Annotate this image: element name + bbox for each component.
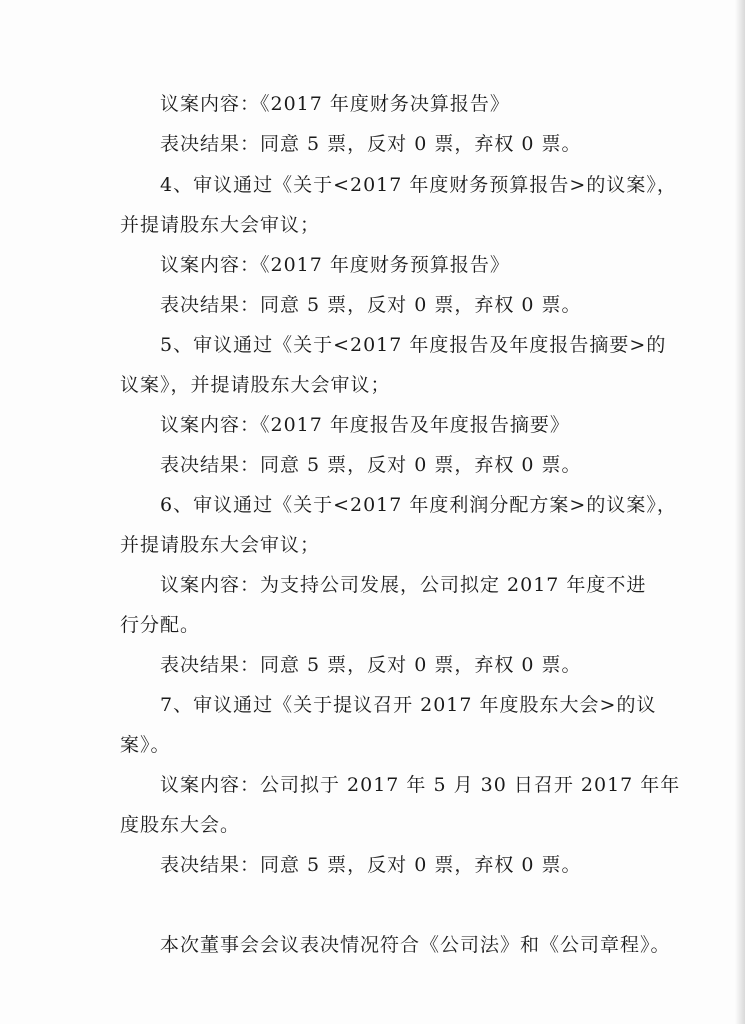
motion5-result-line: 表决结果：同意 5 票，反对 0 票，弃权 0 票。 [160, 454, 582, 476]
motion5-content-line: 议案内容：《2017 年度报告及年度报告摘要》 [160, 414, 570, 436]
motion6-result-line: 表决结果：同意 5 票，反对 0 票，弃权 0 票。 [160, 654, 582, 676]
motion4-title-line2: 并提请股东大会审议； [120, 214, 321, 236]
motion3-result-line: 表决结果：同意 5 票，反对 0 票，弃权 0 票。 [160, 133, 582, 155]
motion7-result-line: 表决结果：同意 5 票，反对 0 票，弃权 0 票。 [160, 854, 582, 876]
page-edge-shadow [735, 0, 745, 1024]
motion4-content-line: 议案内容：《2017 年度财务预算报告》 [160, 254, 510, 276]
motion5-title-line1: 5、审议通过《关于<2017 年度报告及年度报告摘要>的 [160, 334, 667, 356]
motion4-result-line: 表决结果：同意 5 票，反对 0 票，弃权 0 票。 [160, 294, 582, 316]
motion7-content-line2: 度股东大会。 [120, 814, 241, 836]
motion3-content-line: 议案内容：《2017 年度财务决算报告》 [160, 93, 510, 115]
motion6-content-line2: 行分配。 [120, 614, 201, 636]
compliance-statement: 本次董事会会议表决情况符合《公司法》和《公司章程》。 [160, 934, 671, 956]
motion7-content-line1: 议案内容：公司拟于 2017 年 5 月 30 日召开 2017 年年 [160, 774, 681, 796]
motion7-title-line2: 案》。 [120, 734, 171, 756]
motion5-title-line2: 议案》，并提请股东大会审议； [120, 374, 391, 396]
motion6-title-line2: 并提请股东大会审议； [120, 534, 321, 556]
motion6-content-line1: 议案内容：为支持公司发展，公司拟定 2017 年度不进 [160, 574, 647, 596]
motion7-title-line1: 7、审议通过《关于提议召开 2017 年度股东大会>的议 [160, 694, 657, 716]
motion6-title-line1: 6、审议通过《关于<2017 年度利润分配方案>的议案》， [160, 494, 677, 516]
motion4-title-line1: 4、审议通过《关于<2017 年度财务预算报告>的议案》， [160, 174, 677, 196]
